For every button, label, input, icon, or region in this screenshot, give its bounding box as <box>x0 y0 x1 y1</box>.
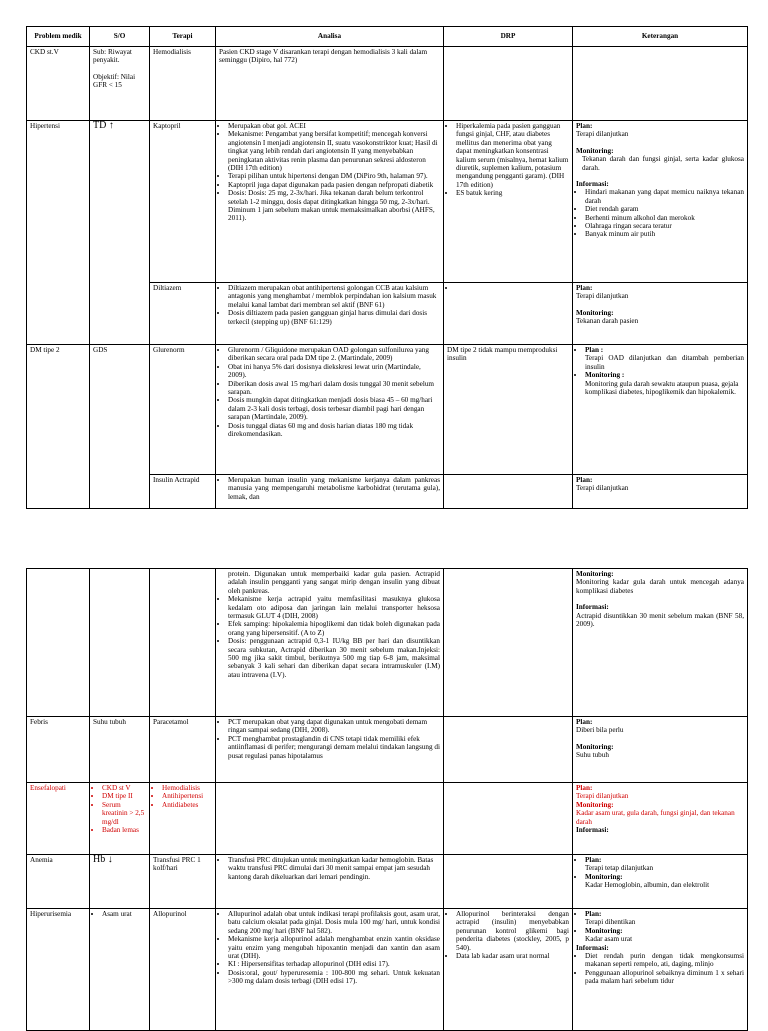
so-cell <box>90 569 150 717</box>
informasi-item: • Berhenti minum alkohol dan merokok <box>585 214 744 222</box>
analisa-item: • Obat ini hanya 5% dari dosisnya diekskresi lewat urin (Martindale, 2009). <box>228 363 440 380</box>
informasi-item: • Penggunaan allopurinol sebaiknya diminum 1 x sehari pada malam hari sebelum tidur <box>585 969 744 986</box>
drp-item: • Allopurinol berinteraksi dengan actrapid (insulin) menyebabkan penurunan kontrol glikemi bagi penderita diabetes (stockley, 2005, p 540). <box>456 910 569 952</box>
plan-text: Terapi dilanjutkan <box>576 292 629 301</box>
analisa-item: • Mekanisme kerja allopurinol adalah menghambat enzin xantin oksidase yaitu enzim yang mengubah hipoxantin menjadi dan xantin dan asam urat (DIH). <box>228 935 440 960</box>
keterangan-cell <box>573 345 748 475</box>
terapi-cell: Insulin Actrapid <box>150 475 216 509</box>
plan-text: Terapi OAD dilanjutkan dan ditambah pemberian insulin <box>585 354 744 371</box>
analisa-cell <box>216 283 444 345</box>
informasi-item: • Diet rendah purin dengan tidak mengkonsumsi makanan seperti rempelo, ati, daging, mlinjo <box>585 952 744 969</box>
plan-label: Plan: <box>576 718 593 726</box>
plan-text: Terapi dilanjutkan <box>576 484 629 493</box>
analisa-item: • Merupakan human insulin yang mekanisme kerjanya dalam pankreas manusia yang mempengaruhi metabolisme karbohidrat (terutama gula), lemak, dan <box>228 476 440 501</box>
monitoring-label: Monitoring: <box>576 570 614 578</box>
keterangan-cell <box>573 47 748 121</box>
drp-item: • Hiperkalemia pada pasien gangguan fungsi ginjal, CHF, atau diabetes mellitus dan menerima obat yang dapat meningkatkan konsentrasi kalium serum (misalnya, hemat kalium diuretik, suplemen kalium, potasium mengandung pengganti garam). (DIH 17th edition) <box>456 122 569 189</box>
terapi-cell <box>150 783 216 855</box>
drp-item: • Data lab kadar asam urat normal <box>456 952 569 960</box>
analisa-item: • Glurenorm / Gliquidone merupakan OAD golongan sulfonilurea yang diberikan secara oral pada DM tipe 2. (Martindale, 2009) <box>228 346 440 363</box>
table-row-anemia <box>27 855 748 909</box>
analisa-cell <box>216 855 444 909</box>
informasi-label: Informasi: <box>576 826 609 835</box>
analisa-item: • PCT menghambat prostaglandin di CNS tetapi tidak memiliki efek antiinflamasi di perifer; mengurangi demam melalui tindakan langsung di pusat regulasi panas hipotalamus <box>228 735 440 760</box>
monitoring-text: Kadar Hemoglobin, albumin, dan elektrolit <box>585 881 710 890</box>
terapi-cell: Paracetamol <box>150 717 216 783</box>
terapi-cell: Transfusi PRC 1 kolf/hari <box>150 855 216 909</box>
drp-cell <box>444 569 573 717</box>
drp-cell <box>444 47 573 121</box>
keterangan-cell <box>573 909 748 1031</box>
monitoring-label: Monitoring: <box>576 800 614 809</box>
so-cell: Hb ↓ <box>90 855 150 909</box>
problem-cell: Hipertensi <box>27 121 90 345</box>
informasi-item: • Olahraga ringan secara teratur <box>585 222 744 230</box>
drp-cell <box>444 717 573 783</box>
so-cell <box>90 909 150 1031</box>
keterangan-cell <box>573 121 748 283</box>
drp-cell <box>444 855 573 909</box>
analisa-item: • Efek samping: hipokalemia hipoglikemi dan tidak boleh digunakan pada orang yang hipersensitif. (A to Z) <box>228 620 440 637</box>
analisa-item: • Dosis:oral, gout/ hyperuresemia : 100-800 mg sehari. Untuk kekuatan >300 mg dalam dosis terbagi (DIH edisi 17). <box>228 969 440 986</box>
so-cell: GDS <box>90 345 150 509</box>
problem-cell: DM tipe 2 <box>27 345 90 509</box>
monitoring-text: Tekanan darah dan fungsi ginjal, serta kadar glukosa darah. <box>582 155 744 172</box>
monitoring-label: • Monitoring: <box>585 873 744 881</box>
analisa-item: • Diberikan dosis awal 15 mg/hari dalam dosis tunggal 30 menit sebelum sarapan. <box>228 380 440 397</box>
keterangan-cell <box>573 783 748 855</box>
table-row-kaptopril <box>27 121 748 283</box>
drp-cell <box>444 121 573 283</box>
plan-text: Terapi dilanjutkan <box>576 792 629 801</box>
problem-cell: Febris <box>27 717 90 783</box>
therapy-table-page1 <box>26 26 748 509</box>
so-item: • DM tipe II <box>102 792 146 800</box>
col-header-terapi: Terapi <box>150 27 216 47</box>
so-cell <box>90 47 150 121</box>
analisa-cell <box>216 783 444 855</box>
plan-label: Plan: <box>576 784 593 792</box>
table-row-glurenorm <box>27 345 748 475</box>
analisa-item: • Diltiazem merupakan obat antihipertensi golongan CCB atau kalsium antagonis yang menghambat / memblok perpindahan ion kalsium masuk melalui kanal lambat dari membran sel aktif (BNF 61) <box>228 284 440 309</box>
keterangan-cell <box>573 283 748 345</box>
monitoring-text: Kadar asam urat, gula darah, fungsi ginjal, dan tekanan darah <box>576 809 735 826</box>
analisa-cell <box>216 909 444 1031</box>
so-subjective: Sub: Riwayat penyakit. <box>93 48 132 65</box>
monitoring-text: Tekanan darah pasien <box>576 317 639 326</box>
analisa-item: • Dosis: Dosis: 25 mg, 2-3x/hari. Jika tekanan darah belum terkontrol setelah 1-2 minggu, dosis dapat ditingkatkan hingga 50 mg, 2-3x/hari. Diminum 1 jam sebelum makan untuk memaksimalkan aborbsi (AHFS, 2011). <box>228 189 440 223</box>
col-header-keterangan: Keterangan <box>573 27 748 47</box>
so-objective: Objektif: Nilai GFR < 15 <box>93 72 136 90</box>
so-cell <box>90 783 150 855</box>
so-cell: Suhu tubuh <box>90 717 150 783</box>
analisa-item: • Dosis mungkin dapat ditingkatkan menjadi dosis biasa 45 – 60 mg/hari dalam 2-3 kali dosis terbagi, dosis terbesar diambil pagi hari dengan sarapan (Martindale, 2009). <box>228 396 440 421</box>
analisa-item: • Dosis tunggal diatas 60 mg and dosis harian diatas 180 mg tidak direkomendasikan. <box>228 422 440 439</box>
terapi-cell <box>150 569 216 717</box>
header-row <box>27 27 748 47</box>
keterangan-cell <box>573 475 748 509</box>
so-item: • Badan lemas <box>102 826 146 834</box>
analisa-item: • Transfusi PRC ditujukan untuk meningkatkan kadar hemoglobin. Batas waktu transfusi PRC dimulai dari 30 menit sampai empat jam sesudah kantong darah dikeluarkan dari lemari pendingin. <box>228 856 440 881</box>
informasi-label: Informasi: <box>576 943 609 952</box>
monitoring-label: Monitoring: <box>576 146 614 155</box>
monitoring-label: Monitoring: <box>576 742 614 751</box>
plan-text: Terapi dilanjutkan <box>576 130 629 139</box>
table-row-actrapid-continued <box>27 569 748 717</box>
table-row-febris <box>27 717 748 783</box>
so-item: • Serum kreatinin > 2,5 mg/dl <box>102 801 146 826</box>
monitoring-text: Kadar asam urat <box>585 935 633 944</box>
analisa-item: • Mekanisme: Pengambat yang bersifat kompetitif; mencegah konversi angiotensin I menjadi angiotensin II, suatu vasokonstriktor kuat; Hasil di tingkat yang lebih rendah dari angiotensin II yang menyebabkan peningkatan aktivitas renin plasma dan penurunan sekresi aldosteron (DIH 17th edition) <box>228 130 440 172</box>
drp-cell <box>444 783 573 855</box>
monitoring-label: • Monitoring: <box>585 927 744 935</box>
analisa-intro: protein. Digunakan untuk memperbaiki kadar gula pasien. Actrapid adalah insulin pengganti yang sangat mirip dengan insulin yang dibuat oleh pankreas. <box>228 570 440 595</box>
analisa-item: • PCT merupakan obat yang dapat digunakan untuk mengobati demam ringan sampai sedang (DIH, 2008). <box>228 718 440 735</box>
plan-label: Plan: <box>576 122 593 130</box>
so-cell: TD ↑ <box>90 121 150 345</box>
terapi-cell: Kaptopril <box>150 121 216 283</box>
keterangan-cell <box>573 717 748 783</box>
problem-cell: CKD st.V <box>27 47 90 121</box>
problem-cell: Anemia <box>27 855 90 909</box>
terapi-cell: Diltiazem <box>150 283 216 345</box>
keterangan-cell <box>573 569 748 717</box>
monitoring-text: Monitoring kadar gula darah untuk mencegah adanya komplikasi diabetes <box>576 578 744 595</box>
analisa-item: • KI : Hipersensifitas terhadap allopurinol (DIH edisi 17). <box>228 960 440 968</box>
analisa-cell <box>216 345 444 475</box>
table-row-ensefalopati <box>27 783 748 855</box>
plan-text: Diberi bila perlu <box>576 726 624 735</box>
so-item: • CKD st V <box>102 784 146 792</box>
terapi-item: • Antidiabetes <box>162 801 212 809</box>
analisa-item: • Merupakan obat gol. ACEI <box>228 122 440 130</box>
analisa-item: • Dosis: penggunaan actrapid 0,3-1 IU/kg BB per hari dan disuntikkan secara subkutan, Actrapid diberikan 30 menit sebelum makan.Injeksi: 500 mg jika sakit timbul, berikutnya 500 mg tiap 6-8 jam, maksimal sebanyak 3 kali sehari dan diberikan dapat secara intramuskuler (I.M) atau intravena (I.V). <box>228 637 440 679</box>
keterangan-cell <box>573 855 748 909</box>
problem-cell <box>27 569 90 717</box>
problem-cell: Ensefalopati <box>27 783 90 855</box>
informasi-item: • Hindari makanan yang dapat memicu naiknya tekanan darah <box>585 188 744 205</box>
col-header-analisa: Analisa <box>216 27 444 47</box>
drp-cell <box>444 909 573 1031</box>
informasi-item: • Diet rendah garam <box>585 205 744 213</box>
monitoring-label: Monitoring: <box>576 308 614 317</box>
analisa-cell <box>216 475 444 509</box>
analisa-item: • Mekanisme kerja actrapid yaitu memfasilitasi masuknya glukosa kedalam oto adiposa dan jaringan lain melalui transporter heksosa termasuk GLUT 4 (DIH, 2008) <box>228 595 440 620</box>
drp-cell: DM tipe 2 tidak mampu memproduksi insulin <box>444 345 573 475</box>
monitoring-label: • Monitoring : <box>585 371 744 379</box>
analisa-item: • Kaptopril juga dapat digunakan pada pasien dengan nefpropati diabetik <box>228 181 440 189</box>
plan-label: • Plan: <box>585 910 744 918</box>
col-header-problem: Problem medik <box>27 27 90 47</box>
table-row-hiperurisemia <box>27 909 748 1031</box>
analisa-cell <box>216 717 444 783</box>
analisa-item: • Allupurinol adalah obat untuk indikasi terapi profilaksis gout, asam urat, batu calcium oksalat pada ginjal. Dosis mula 100 mg/ hari, untuk kondisi sedang 200 mg/ hari (BNF hal 582). <box>228 910 440 935</box>
terapi-cell: Hemodialisis <box>150 47 216 121</box>
monitoring-text: Monitoring gula darah sewaktu ataupun puasa, gejala komplikasi diabetes, hipoglikemik dan hipokalemik. <box>585 379 739 397</box>
informasi-label: Informasi: <box>576 180 609 189</box>
drp-cell <box>444 283 573 345</box>
analisa-item: • Terapi pilihan untuk hipertensi dengan DM (DiPiro 9th, halaman 97). <box>228 172 440 180</box>
problem-cell: Hiperurisemia <box>27 909 90 1031</box>
terapi-item: • Hemodialisis <box>162 784 212 792</box>
informasi-label: Informasi: <box>576 603 609 612</box>
plan-text: Terapi dihentikan <box>585 918 636 927</box>
plan-label: • Plan : <box>585 346 744 354</box>
plan-text: Terapi tetap dilanjutkan <box>585 864 654 873</box>
col-header-drp: DRP <box>444 27 573 47</box>
informasi-item: • Banyak minum air putih <box>585 230 744 238</box>
analisa-cell <box>216 569 444 717</box>
analisa-item: • Dosis diltiazem pada pasien gangguan ginjal harus dimulai dari dosis terkecil (stepping up) (BNF 61:129) <box>228 309 440 326</box>
plan-label: Plan: <box>576 284 593 292</box>
drp-cell <box>444 475 573 509</box>
analisa-cell: Pasien CKD stage V disarankan terapi dengan hemodialisis 3 kali dalam seminggu (Dipiro, hal 772) <box>216 47 444 121</box>
drp-item-empty <box>456 284 569 292</box>
analisa-cell <box>216 121 444 283</box>
plan-label: • Plan: <box>585 856 744 864</box>
terapi-cell: Allopurinol <box>150 909 216 1031</box>
col-header-so: S/O <box>90 27 150 47</box>
terapi-cell: Glurenorm <box>150 345 216 475</box>
therapy-table-page2 <box>26 568 748 1031</box>
so-item: • Asam urat <box>102 910 146 918</box>
monitoring-text: Suhu tubuh <box>576 751 609 760</box>
plan-label: Plan: <box>576 476 593 484</box>
terapi-item: • Antihipertensi <box>162 792 212 800</box>
table-row-ckd <box>27 47 748 121</box>
informasi-text: Actrapid disuntikkan 30 menit sebelum makan (BNF 58, 2009). <box>576 611 744 629</box>
drp-item: • ES batuk kering <box>456 189 569 197</box>
